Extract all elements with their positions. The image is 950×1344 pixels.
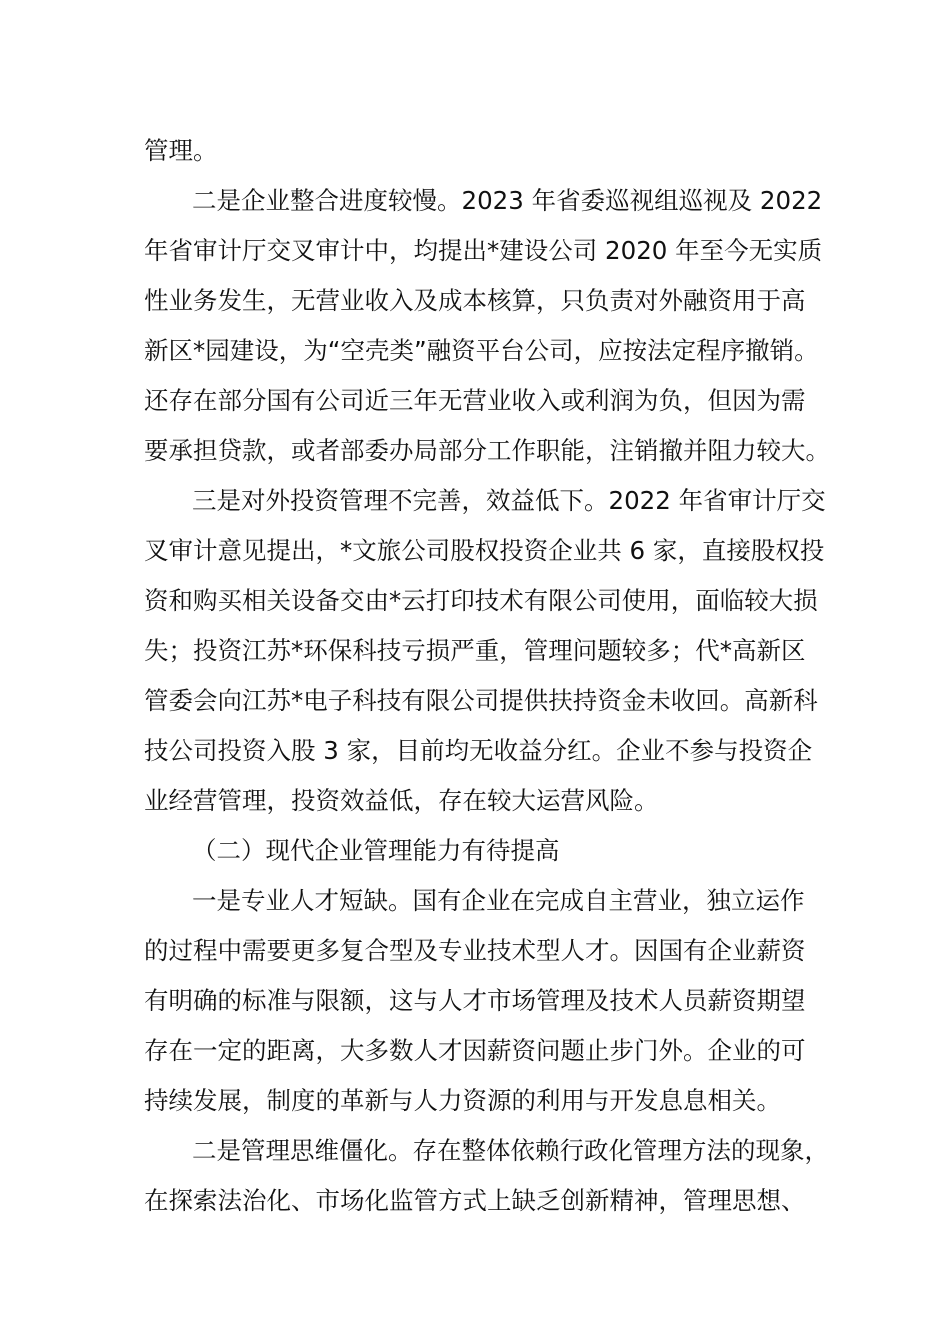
body-text-line: 存在一定的距离，大多数人才因薪资问题止步门外。企业的可 <box>144 1036 806 1065</box>
body-text-line: 管委会向江苏*电子科技有限公司提供扶持资金未收回。高新科 <box>144 686 818 715</box>
body-text-line: 失；投资江苏*环保科技亏损严重，管理问题较多；代*高新区 <box>144 636 806 665</box>
body-text-line: 年省审计厅交叉审计中，均提出*建设公司 2020 年至今无实质 <box>144 236 823 265</box>
body-text-line: 管理。 <box>144 136 218 165</box>
section-heading: （二）现代企业管理能力有待提高 <box>192 836 560 865</box>
body-text-line: 新区*园建设，为“空壳类”融资平台公司，应按法定程序撤销。 <box>144 336 819 365</box>
paragraph-first-line: 二是企业整合进度较慢。2023 年省委巡视组巡视及 2022 <box>192 186 823 215</box>
body-text-line: 资和购买相关设备交由*云打印技术有限公司使用，面临较大损 <box>144 586 818 615</box>
body-text-line: 业经营管理，投资效益低，存在较大运营风险。 <box>144 786 659 815</box>
body-text-line: 在探索法治化、市场化监管方式上缺乏创新精神，管理思想、 <box>144 1186 806 1215</box>
body-text-line: 持续发展，制度的革新与人力资源的利用与开发息息相关。 <box>144 1086 781 1115</box>
body-text-line: 技公司投资入股 3 家，目前均无收益分红。企业不参与投资企 <box>144 736 813 765</box>
body-text-line: 叉审计意见提出，*文旅公司股权投资企业共 6 家，直接股权投 <box>144 536 825 565</box>
body-text-line: 有明确的标准与限额，这与人才市场管理及技术人员薪资期望 <box>144 986 806 1015</box>
paragraph-first-line: 一是专业人才短缺。国有企业在完成自主营业，独立运作 <box>192 886 805 915</box>
body-text-line: 的过程中需要更多复合型及专业技术型人才。因国有企业薪资 <box>144 936 806 965</box>
paragraph-first-line: 二是管理思维僵化。存在整体依赖行政化管理方法的现象， <box>192 1136 829 1165</box>
body-text-line: 性业务发生，无营业收入及成本核算，只负责对外融资用于高 <box>144 286 806 315</box>
body-text-line: 要承担贷款，或者部委办局部分工作职能，注销撤并阻力较大。 <box>144 436 830 465</box>
paragraph-first-line: 三是对外投资管理不完善，效益低下。2022 年省审计厅交 <box>192 486 826 515</box>
body-text-line: 还存在部分国有公司近三年无营业收入或利润为负，但因为需 <box>144 386 806 415</box>
